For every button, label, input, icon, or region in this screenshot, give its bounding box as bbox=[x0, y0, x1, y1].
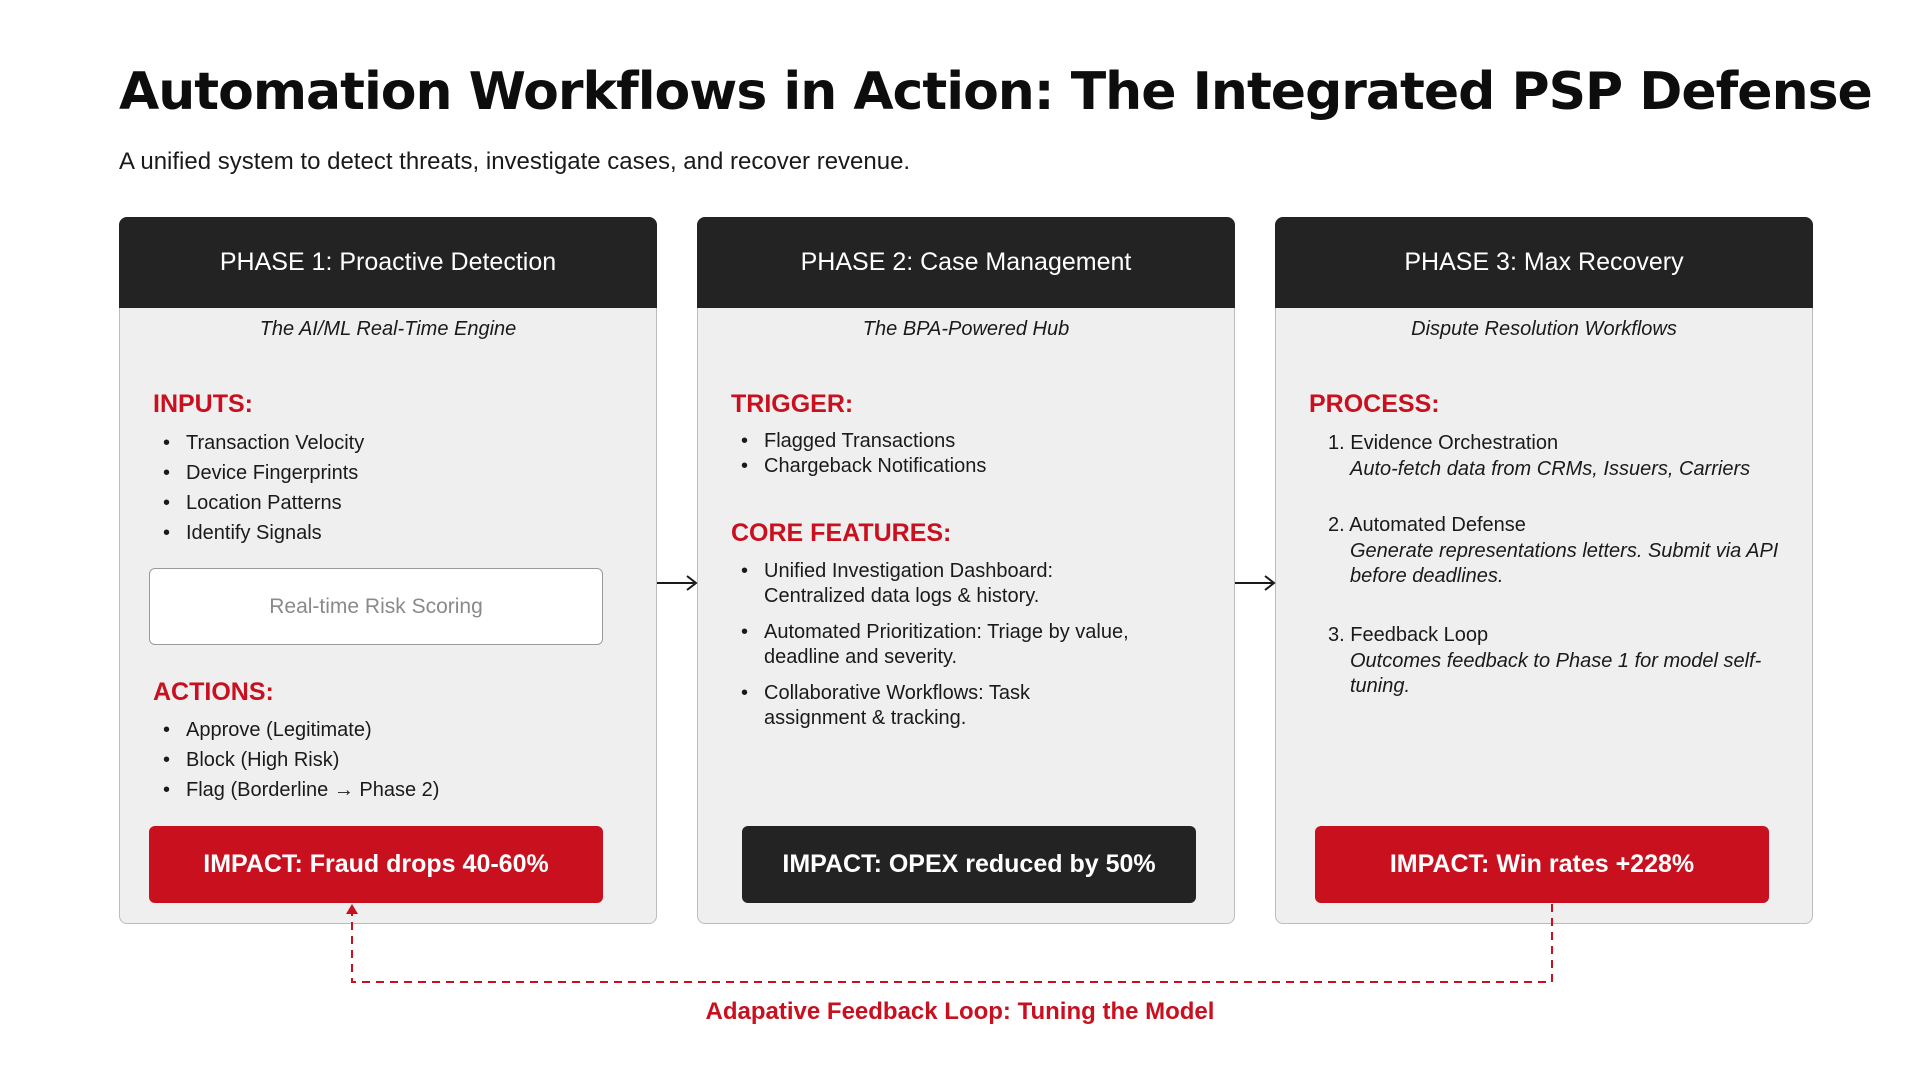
list-item: • Location Patterns bbox=[156, 488, 364, 518]
phase-1-impact-badge: IMPACT: Fraud drops 40-60% bbox=[149, 826, 603, 903]
risk-scoring-box: Real-time Risk Scoring bbox=[149, 568, 603, 645]
inputs-label: INPUTS: bbox=[153, 390, 253, 418]
actions-label: ACTIONS: bbox=[153, 678, 274, 706]
list-item: • Flagged Transactions bbox=[734, 429, 986, 454]
process-label: PROCESS: bbox=[1309, 390, 1440, 418]
trigger-label: TRIGGER: bbox=[731, 390, 854, 418]
process-step-desc: Outcomes feedback to Phase 1 for model self-tuning. bbox=[1350, 650, 1762, 697]
list-item: • Identify Signals bbox=[156, 518, 364, 548]
list-item: • Chargeback Notifications bbox=[734, 454, 986, 479]
list-item: • Unified Investigation Dashboard: Centralized data logs & history. bbox=[734, 559, 1134, 609]
arrow-right-icon bbox=[1235, 576, 1274, 590]
process-step-title: 1. Evidence Orchestration bbox=[1328, 432, 1559, 454]
list-item: • Block (High Risk) bbox=[156, 745, 439, 775]
list-item: • Transaction Velocity bbox=[156, 428, 364, 458]
process-step-desc: Generate representations letters. Submit via API before deadlines. bbox=[1350, 540, 1779, 587]
phase-3-header: PHASE 3: Max Recovery bbox=[1275, 217, 1813, 308]
phase-1-header: PHASE 1: Proactive Detection bbox=[119, 217, 657, 308]
arrow-right-icon bbox=[657, 576, 696, 590]
process-step-title: 3. Feedback Loop bbox=[1328, 624, 1489, 646]
page-subtitle: A unified system to detect threats, investigate cases, and recover revenue. bbox=[119, 148, 911, 175]
phase-3-subtitle: Dispute Resolution Workflows bbox=[1411, 318, 1677, 340]
list-item: • Collaborative Workflows: Task assignment & tracking. bbox=[734, 681, 1134, 731]
list-item: • Flag (Borderline → Phase 2) bbox=[156, 775, 439, 805]
feedback-loop-label: Adapative Feedback Loop: Tuning the Model bbox=[705, 998, 1215, 1025]
page-title: Automation Workflows in Action: The Integrated PSP Defense bbox=[119, 62, 1872, 122]
phase-2-subtitle: The BPA-Powered Hub bbox=[862, 318, 1070, 340]
process-step-title: 2. Automated Defense bbox=[1328, 514, 1526, 536]
list-item: • Approve (Legitimate) bbox=[156, 715, 439, 745]
core-features-label: CORE FEATURES: bbox=[731, 519, 952, 547]
list-item: • Automated Prioritization: Triage by value, deadline and severity. bbox=[734, 620, 1134, 670]
phase-1-subtitle: The AI/ML Real-Time Engine bbox=[259, 318, 517, 340]
phase-3-impact-badge: IMPACT: Win rates +228% bbox=[1315, 826, 1769, 903]
process-step-desc: Auto-fetch data from CRMs, Issuers, Carriers bbox=[1350, 458, 1751, 480]
phase-2-header: PHASE 2: Case Management bbox=[697, 217, 1235, 308]
list-item: • Device Fingerprints bbox=[156, 458, 364, 488]
phase-2-impact-badge: IMPACT: OPEX reduced by 50% bbox=[742, 826, 1196, 903]
feedback-loop-arrow bbox=[346, 904, 1552, 982]
